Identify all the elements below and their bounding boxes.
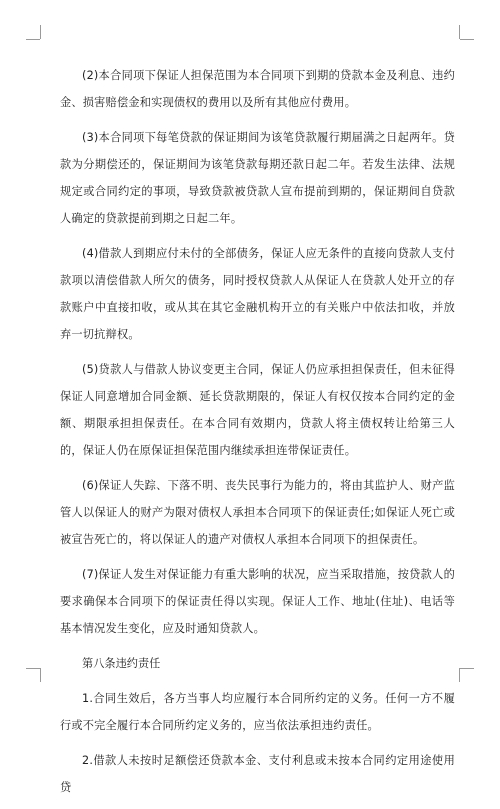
clause-paragraph-5: (5)贷款人与借款人协议变更主合同，保证人仍应承担担保责任，但未征得保证人同意增加合同金额、延长贷款期限的，保证人有权仅按本合同约定的金额、期限承担担保责任。在本合同有效期内，贷款人将主债权转让给第三人的，保证人仍在原保证担保范围内继续承担连带保证责任。 — [60, 363, 455, 457]
crop-mark-bottom-left-horizontal — [26, 668, 40, 669]
clause-paragraph-7: (7)保证人发生对保证能力有重大影响的状况，应当采取措施，按贷款人的要求确保本合同项下的保证责任得以实现。保证人工作、地址(住址)、电话等基本情况发生变化，应及时通知贷款人。 — [60, 568, 455, 635]
breach-paragraph-1: 1.合同生效后，各方当事人均应履行本合同所约定的义务。任何一方不履行或不完全履行本合同所约定义务的，应当依法承担违约责任。 — [60, 692, 455, 732]
clause-paragraph-2: (2)本合同项下保证人担保范围为本合同项下到期的贷款本金及利息、违约金、损害赔偿金和实现债权的费用以及所有其他应付费用。 — [60, 69, 455, 109]
clause-paragraph-4: (4)借款人到期应付未付的全部债务，保证人应无条件的直接向贷款人支付款项以清偿借款人所欠的债务，同时授权贷款人从保证人在贷款人处开立的存款账户中直接扣收，或从其在其它金融机构开立的有关账户中依法扣收，并放弃一切抗辩权。 — [60, 247, 455, 341]
section-heading: 第八条违约责任 — [82, 657, 161, 670]
clause-paragraph-3: (3)本合同项下每笔贷款的保证期间为该笔贷款履行期届满之日起两年。贷款为分期偿还的，保证期间为该笔贷款每期还款日起二年。若发生法律、法规规定或合同约定的事项，导致贷款被贷款人宣布提前到期的，保证期间自贷款人确定的贷款提前到期之日起二年。 — [60, 131, 455, 225]
crop-mark-top-left-horizontal — [26, 39, 40, 40]
document-body — [60, 62, 455, 809]
crop-mark-bottom-left-vertical — [40, 668, 41, 682]
crop-mark-top-right-vertical — [459, 25, 460, 39]
crop-mark-top-right-horizontal — [460, 39, 474, 40]
breach-paragraph-2: 2.借款人未按时足额偿还贷款本金、支付利息或未按本合同约定用途使用贷 — [60, 754, 455, 794]
clause-paragraph-6: (6)保证人失踪、下落不明、丧失民事行为能力的，将由其监护人、财产监管人以保证人的财产为限对债权人承担本合同项下的保证责任;如保证人死亡或被宣告死亡的，将以保证人的遗产对债权人承担本合同项下的担保责任。 — [60, 479, 455, 546]
crop-mark-top-left-vertical — [40, 25, 41, 39]
crop-mark-bottom-right-vertical — [459, 668, 460, 682]
crop-mark-bottom-right-horizontal — [460, 668, 474, 669]
